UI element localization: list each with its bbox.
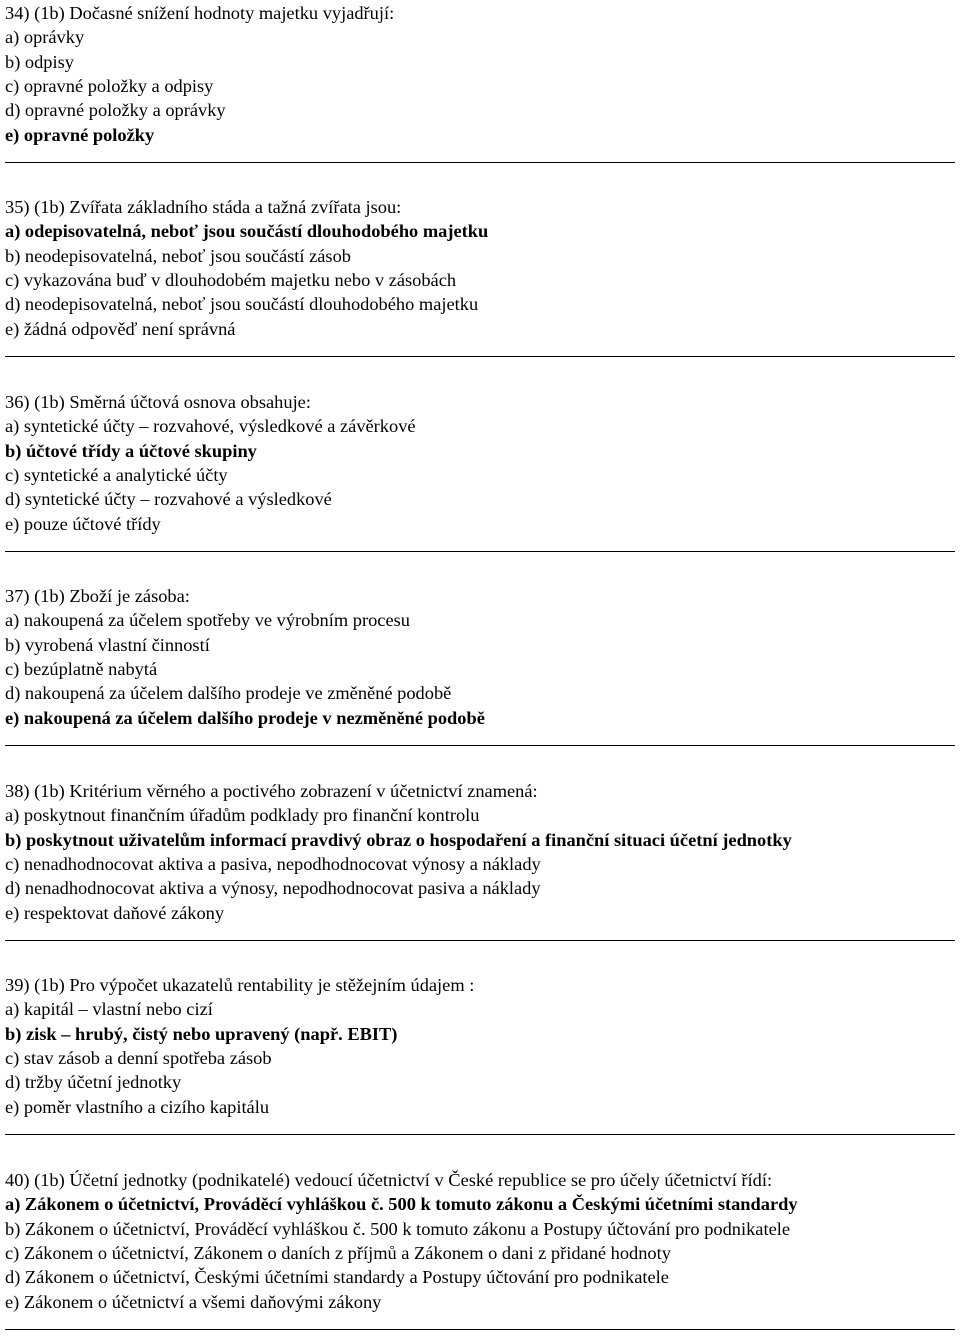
- answer-option: d) nakoupená za účelem dalšího prodeje ve změněné podobě: [5, 683, 452, 704]
- question-divider: [5, 551, 955, 552]
- answer-option: e) Zákonem o účetnictví a všemi daňovými zákony: [5, 1291, 382, 1312]
- answer-option: b) vyrobená vlastní činností: [5, 634, 210, 655]
- question-number: 40) (1b): [5, 1170, 65, 1190]
- answer-option: d) nenadhodnocovat aktiva a výnosy, nepodhodnocovat pasiva a náklady: [5, 878, 541, 899]
- answer-option: d) neodepisovatelná, neboť jsou součástí dlouhodobého majetku: [5, 294, 479, 315]
- answer-option: a) syntetické účty – rozvahové, výsledkové a závěrkové: [5, 416, 416, 437]
- question-number: 38) (1b): [5, 781, 65, 801]
- answer-option: d) tržby účetní jednotky: [5, 1072, 182, 1093]
- answer-option: e) poměr vlastního a cizího kapitálu: [5, 1096, 270, 1117]
- question-number: 35) (1b): [5, 197, 65, 217]
- answer-option: e) žádná odpověď není správná: [5, 318, 236, 339]
- question-number: 39) (1b): [5, 975, 65, 995]
- answer-option: c) opravné položky a odpisy: [5, 76, 214, 97]
- answer-option: b) neodepisovatelná, neboť jsou součástí zásob: [5, 245, 351, 266]
- question-divider: [5, 356, 955, 357]
- question-divider: [5, 162, 955, 163]
- answer-option: a) kapitál – vlastní nebo cizí: [5, 999, 213, 1020]
- question-block: [5, 584, 485, 730]
- answer-option: c) stav zásob a denní spotřeba zásob: [5, 1048, 272, 1069]
- question-divider: [5, 745, 955, 746]
- answer-option: e) pouze účtové třídy: [5, 513, 161, 534]
- answer-option: d) Zákonem o účetnictví, Českými účetními standardy a Postupy účtování pro podnikatele: [5, 1267, 669, 1288]
- question-heading: [5, 1, 394, 25]
- question-heading: [5, 584, 485, 608]
- answer-option-correct: b) účtové třídy a účtové skupiny: [5, 440, 257, 461]
- answer-option: a) nakoupená za účelem spotřeby ve výrobním procesu: [5, 610, 410, 631]
- question-text: Dočasné snížení hodnoty majetku vyjadřují:: [69, 3, 395, 23]
- answer-option: b) Zákonem o účetnictví, Prováděcí vyhláškou č. 500 k tomuto zákonu a Postupy účtování pro podnikatele: [5, 1218, 791, 1239]
- answer-option-correct: b) zisk – hrubý, čistý nebo upravený (např. EBIT): [5, 1023, 398, 1044]
- question-text: Směrná účtová osnova obsahuje:: [69, 392, 311, 412]
- answer-option-correct: a) odepisovatelná, neboť jsou součástí dlouhodobého majetku: [5, 221, 489, 242]
- answer-option-correct: e) opravné položky: [5, 124, 155, 145]
- answer-option: d) syntetické účty – rozvahové a výsledkové: [5, 489, 332, 510]
- question-heading: [5, 1168, 798, 1192]
- answer-option: c) bezúplatně nabytá: [5, 659, 158, 680]
- answer-option-correct: a) Zákonem o účetnictví, Prováděcí vyhláškou č. 500 k tomuto zákonu a Českými účetními standardy: [5, 1194, 798, 1215]
- answer-option: d) opravné položky a oprávky: [5, 100, 226, 121]
- answer-option: c) nenadhodnocovat aktiva a pasiva, nepodhodnocovat výnosy a náklady: [5, 854, 541, 875]
- question-heading: [5, 390, 416, 414]
- answer-option-correct: e) nakoupená za účelem dalšího prodeje v nezměněné podobě: [5, 707, 485, 728]
- question-text: Pro výpočet ukazatelů rentability je stěžejním údajem :: [69, 975, 475, 995]
- question-block: [5, 779, 792, 925]
- question-divider: [5, 940, 955, 941]
- question-number: 37) (1b): [5, 586, 65, 606]
- answer-option: e) respektovat daňové zákony: [5, 902, 225, 923]
- question-text: Kritérium věrného a poctivého zobrazení v účetnictví znamená:: [69, 781, 538, 801]
- answer-option: a) oprávky: [5, 27, 85, 48]
- answer-option: c) Zákonem o účetnictví, Zákonem o daních z příjmů a Zákonem o dani z přidané hodnoty: [5, 1243, 671, 1264]
- question-number: 34) (1b): [5, 3, 65, 23]
- question-heading: [5, 195, 488, 219]
- question-divider: [5, 1134, 955, 1135]
- question-heading: [5, 973, 474, 997]
- question-text: Účetní jednotky (podnikatelé) vedoucí účetnictví v České republice se pro účely účetnictví řídí:: [69, 1170, 773, 1190]
- question-block: [5, 390, 416, 536]
- question-block: [5, 1, 394, 147]
- question-block: [5, 1168, 798, 1314]
- question-text: Zvířata základního stáda a tažná zvířata jsou:: [69, 197, 402, 217]
- answer-option: c) vykazována buď v dlouhodobém majetku nebo v zásobách: [5, 270, 457, 291]
- question-text: Zboží je zásoba:: [69, 586, 190, 606]
- question-block: [5, 973, 474, 1119]
- answer-option-correct: b) poskytnout uživatelům informací pravdivý obraz o hospodaření a finanční situaci účetní jednotky: [5, 829, 792, 850]
- question-heading: [5, 779, 792, 803]
- question-number: 36) (1b): [5, 392, 65, 412]
- question-divider: [5, 1329, 955, 1330]
- question-block: [5, 195, 488, 341]
- answer-option: c) syntetické a analytické účty: [5, 465, 228, 486]
- answer-option: b) odpisy: [5, 51, 74, 72]
- answer-option: a) poskytnout finančním úřadům podklady pro finanční kontrolu: [5, 805, 480, 826]
